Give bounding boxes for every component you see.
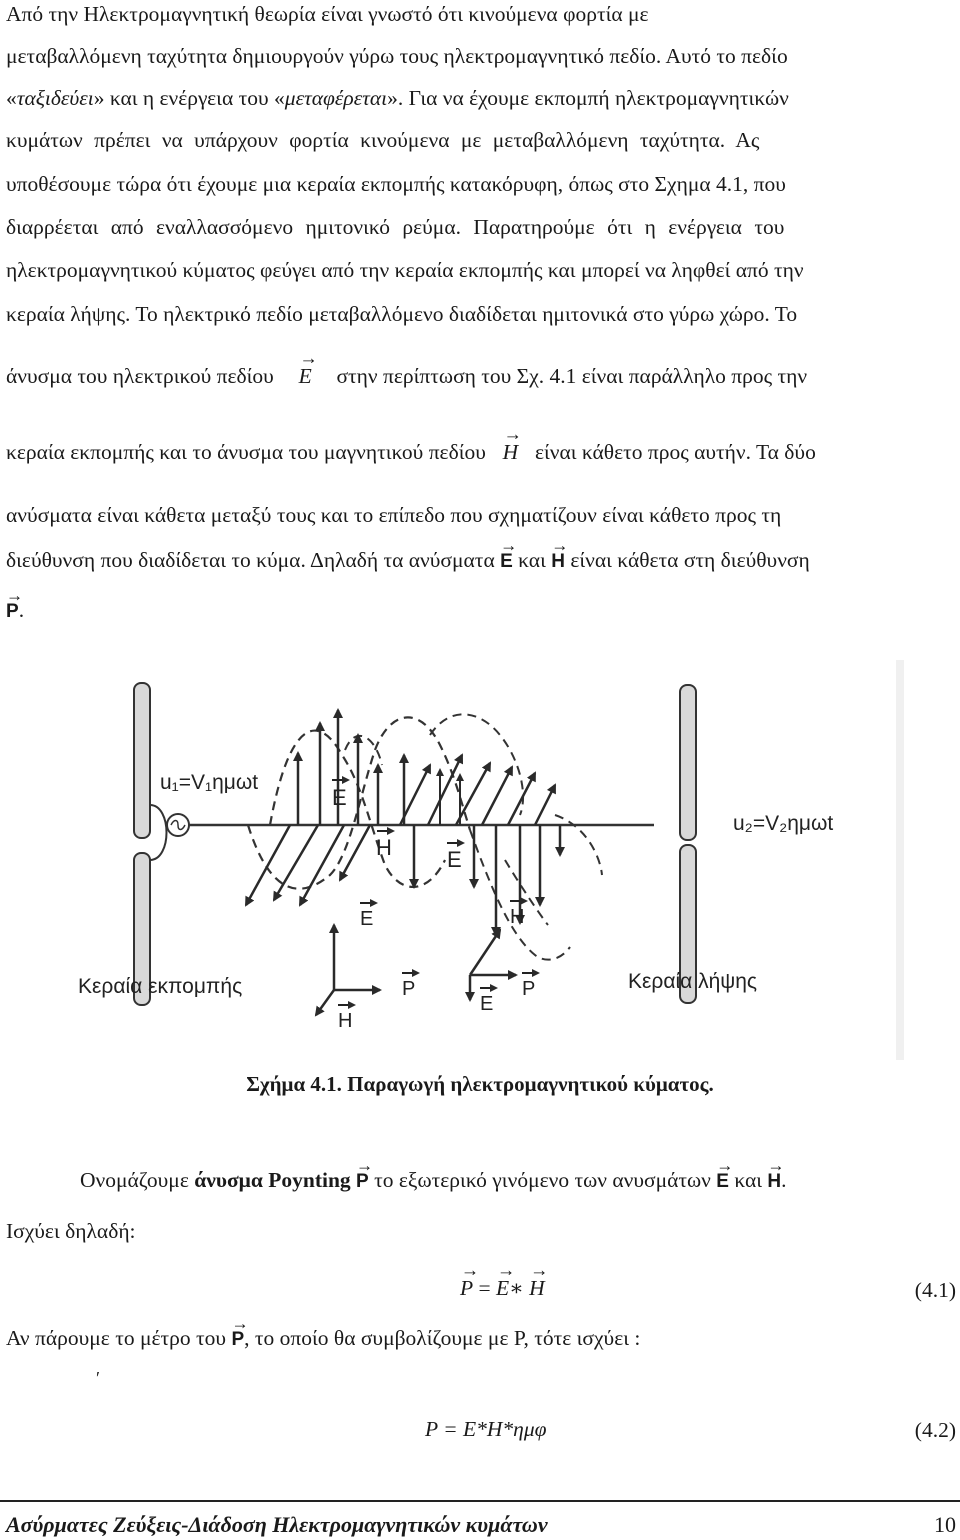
text: κυμάτων πρέπει να υπάρχουν φορτία κινούμενα με μεταβαλλόμενη ταχύτητα. Ας <box>6 128 760 152</box>
text: Ισχύει δηλαδή: <box>6 1219 136 1243</box>
footer-title: Ασύρματες Ζεύξεις-Διάδοση Ηλεκτρομαγνητικών κυμάτων <box>6 1512 548 1537</box>
vector-H-icon: → H <box>767 1171 781 1193</box>
text: Αν πάρουμε το μέτρο του <box>6 1326 227 1350</box>
text: ανύσματα είναι κάθετα μεταξύ τους και το επίπεδο που σχηματίζουν είναι κάθετο προς τη <box>6 503 782 527</box>
page-number: 10 <box>934 1512 956 1537</box>
wave-E-label-2: E <box>447 847 462 872</box>
text: ». Για να έχουμε εκπομπή ηλεκτρομαγνητικών <box>387 86 789 110</box>
eq-P: → P <box>460 1276 473 1301</box>
text-bold: άνυσμα Poynting <box>194 1168 351 1192</box>
text: , το οποίο θα συμβολίζουμε με Ρ, τότε ισχύει : <box>244 1326 641 1350</box>
vector-H-symbol: → H <box>503 440 519 465</box>
paragraph-line-11 <box>6 503 956 528</box>
equation-4-1 <box>460 1276 545 1301</box>
poynting-line-2 <box>6 1219 956 1244</box>
text: μεταβαλλόμενη ταχύτητα δημιουργούν γύρω τους ηλεκτρομαγνητικό πεδίο. Αυτό το πεδίο <box>6 44 788 68</box>
eq-E: → E <box>496 1276 509 1301</box>
wave-E-label-1: E <box>332 785 347 810</box>
poynting-line-1 <box>80 1168 956 1193</box>
paragraph-line-2 <box>6 44 956 69</box>
text: . <box>18 598 25 622</box>
footer-rule <box>0 1500 960 1502</box>
vector-H-icon: → H <box>551 551 565 573</box>
text: ηλεκτρομαγνητικού κύματος φεύγει από την κεραία εκπομπής και μπορεί να ληφθεί από την <box>6 258 804 282</box>
paragraph-line-8 <box>6 302 956 327</box>
triad2-P: P <box>522 978 536 1000</box>
vector-P-icon: → P <box>356 1171 369 1193</box>
magnitude-line <box>6 1326 956 1351</box>
text: κεραία εκπομπής και το άνυσμα του μαγνητικού πεδίου <box>6 440 486 464</box>
text: . <box>781 1168 787 1192</box>
equation-4-1-number: (4.1) <box>914 1278 956 1302</box>
tx-voltage-label: u₁=V₁ημωt <box>160 771 259 794</box>
paragraph-line-7 <box>6 258 956 283</box>
paragraph-line-4 <box>6 128 956 153</box>
text: άνυσμα του ηλεκτρικού πεδίου <box>6 364 274 388</box>
text: υποθέσουμε τώρα ότι έχουμε μια κεραία εκπομπής κατακόρυφη, όπως στο Σχημα 4.1, που <box>6 172 786 196</box>
stray-mark: ′ <box>96 1368 100 1388</box>
text: » και η ενέργεια του « <box>93 86 285 110</box>
paragraph-line-10 <box>6 440 956 465</box>
triad1-E: E <box>360 908 374 930</box>
page-footer <box>6 1512 956 1538</box>
receive-antenna <box>680 685 696 1003</box>
paragraph-line-9 <box>6 364 956 389</box>
eq-H: → H <box>529 1276 545 1301</box>
text: « <box>6 86 17 110</box>
text: είναι κάθετο προς αυτήν. Τα δύο <box>534 440 816 464</box>
paragraph-line-5 <box>6 172 956 197</box>
triad1-P: P <box>402 978 416 1000</box>
rx-antenna-label: Κεραία λήψης <box>628 970 758 993</box>
triad2-H: H <box>510 906 525 928</box>
equation-4-2: P = E*H*ημφ <box>425 1417 547 1441</box>
text: διαρρέεται από εναλλασσόμενο ημιτονικό ρεύμα. Παρατηρούμε ότι η ενέργεια του <box>6 215 785 239</box>
tx-antenna-label: Κεραία εκπομπής <box>78 975 243 998</box>
paragraph-line-13 <box>6 598 956 623</box>
paragraph-line-6 <box>6 215 956 240</box>
vector-P-icon: → P <box>231 1329 244 1351</box>
text: και <box>734 1168 763 1192</box>
text: Ονομάζουμε <box>80 1168 189 1192</box>
text: και <box>518 548 546 572</box>
figure-caption: Σχήμα 4.1. Παραγωγή ηλεκτρομαγνητικού κύματος. <box>246 1072 714 1096</box>
rx-voltage-label: u₂=V₂ημωt <box>733 812 834 835</box>
triad1-H: H <box>338 1010 353 1032</box>
text: κεραία λήψης. Το ηλεκτρικό πεδίο μεταβαλλόμενο διαδίδεται ημιτονικά στο γύρω χώρο. Το <box>6 302 798 326</box>
vector-triad-rx <box>470 930 516 1000</box>
eq-star: ∗ <box>509 1276 524 1300</box>
text-italic: ταξιδεύει <box>16 86 94 110</box>
equation-4-2-number: (4.2) <box>914 1418 956 1442</box>
text: διεύθυνση που διαδίδεται το κύμα. Δηλαδή τα ανύσματα <box>6 548 495 572</box>
wave-H-label: H <box>376 835 392 860</box>
vector-E-icon: → E <box>716 1171 729 1193</box>
transmit-antenna <box>134 683 189 1005</box>
vector-E-symbol: → E <box>299 364 312 389</box>
vector-triad-tx <box>316 925 380 1015</box>
paragraph-line-3 <box>6 86 956 111</box>
antenna-figure <box>0 655 960 1075</box>
vector-E-icon: → E <box>500 551 513 573</box>
text: το εξωτερικό γινόμενο των ανυσμάτων <box>374 1168 711 1192</box>
paragraph-line-1 <box>6 2 956 27</box>
text: είναι κάθετα στη διεύθυνση <box>570 548 810 572</box>
triad2-E: E <box>480 993 494 1015</box>
text: Από την Ηλεκτρομαγνητική θεωρία είναι γνωστό ότι κινούμενα φορτία με <box>6 2 649 26</box>
vector-P-icon: → P <box>6 601 19 623</box>
eq-op: = <box>478 1276 491 1300</box>
paragraph-line-12 <box>6 548 956 573</box>
text: στην περίπτωση του Σχ. 4.1 είναι παράλληλο προς την <box>336 364 808 388</box>
text-italic: μεταφέρεται <box>284 86 388 110</box>
